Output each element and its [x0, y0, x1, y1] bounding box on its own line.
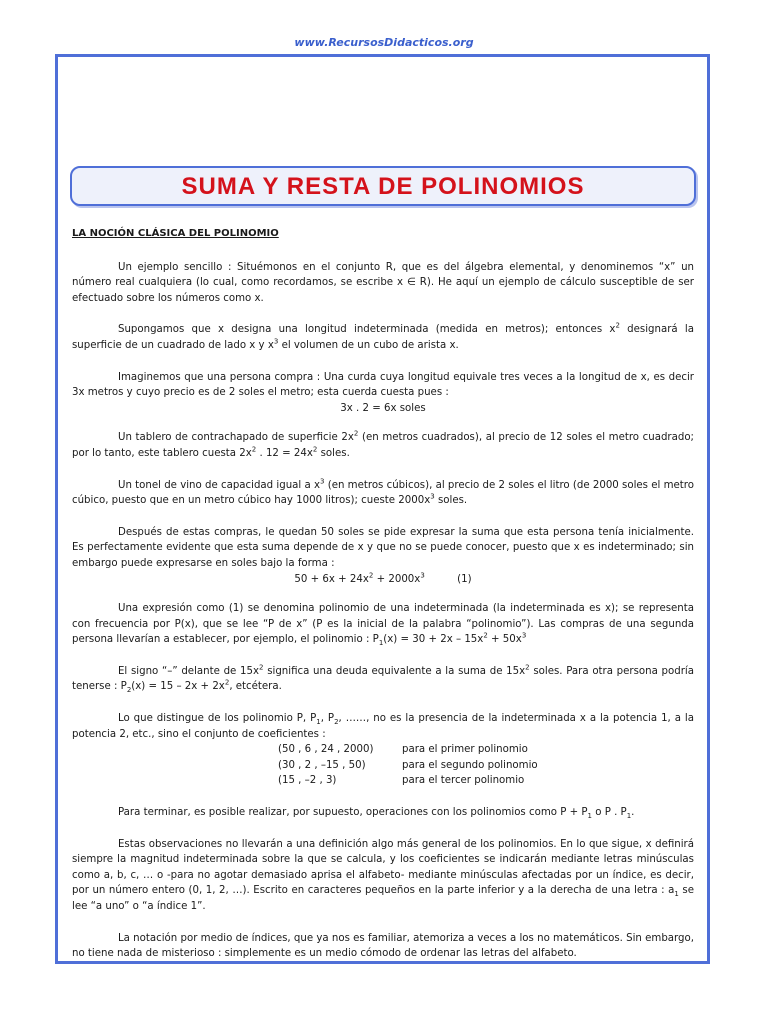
paragraph-4: Un tablero de contrachapado de superficie $2x^2$ (en metros cuadrados), al precio de 12 soles el metro cuadrado; por lo tanto, este tablero cuesta $2x^2$ . $12 = 24x^2$ soles.	[72, 429, 694, 459]
paragraph-3: Imaginemos que una persona compra : Una curda cuya longitud equivale tres veces a la longitud de x, es decir 3x metros y cuyo precio es de 2 soles el metro; esta cuerda cuesta pues :	[72, 371, 694, 399]
coefficient-label: para el segundo polinomio	[402, 759, 538, 771]
site-url[interactable]: www.RecursosDidacticos.org	[294, 36, 474, 49]
page-title: SUMA Y RESTA DE POLINOMIOS	[181, 173, 585, 200]
paragraph-7: Una expresión como (1) se denomina polinomio de una indeterminada (la indeterminada es x); se representa con frecuencia por P(x), que se lee “P de x” (P es la inicial de la palabra “polinomio”). Las compras de una segunda persona llevarían a establecer, por ejemplo, el polinomio : $P_1(x) = 30 + 2x - 15x^2 + 50x^3$	[72, 603, 694, 648]
coefficient-tuple: (50 , 6 , 24 , 2000)	[278, 744, 374, 756]
coefficient-row	[278, 758, 694, 774]
paragraph-12: La notación por medio de índices, que ya nos es familiar, atemoriza a veces a los no matemáticos. Sin embargo, no tiene nada de misterioso : simplemente es un medio cómodo de ordenar las letras del alfabeto.	[72, 932, 694, 960]
paragraph-2: Supongamos que x designa una longitud indeterminada (medida en metros); entonces $x^2$ designará la superficie de un cuadrado de lado x y $x^3$ el volumen de un cubo de arista x.	[72, 321, 694, 351]
coefficient-row	[278, 742, 694, 758]
formula-polynomial-1: $50 + 6x + 24x^2 + 2000x^3$ (1)	[294, 571, 472, 585]
coefficient-tuple: (30 , 2 , –15 , 50)	[278, 759, 366, 771]
paragraph-11: Estas observaciones no llevarán a una definición algo más general de los polinomios. En lo que sigue, x definirá siempre la magnitud indeterminada sobre la que se calcula, y los coeficientes se indicarán mediante letras minúsculas como a, b, c, … o -para no agotar demasiado aprisa el alfabeto- mediante minúsculas afectadas por un índice, es decir, por un número entero (0, 1, 2, …). Escrito en caracteres pequeños en la parte inferior y a la derecha de una letra : $a_1$ se lee “a uno” o “a índice 1”.	[72, 838, 694, 912]
paragraph-5: Un tonel de vino de capacidad igual a $x^3$ (en metros cúbicos), al precio de 2 soles el litro (de 2000 soles el metro cúbico, puesto que en un metro cúbico hay 1000 litros); cueste $2000x^3$ soles.	[72, 477, 694, 507]
paragraph-8: El signo “–” delante de $15x^2$ significa una deuda equivalente a la suma de $15x^2$ soles. Para otra persona podría tenerse : $P_2(x) = 15 - 2x + 2x^2$, etcétera.	[72, 663, 694, 695]
paragraph-6: Después de estas compras, le quedan 50 soles se pide expresar la suma que esta persona tenía inicialmente. Es perfectamente evidente que esta suma depende de x y que no se puede conocer, puesto que x es indeterminado; sin embargo puede expresarse en soles bajo la forma :	[72, 526, 694, 569]
coefficient-row	[278, 773, 694, 789]
paragraph-10: Para terminar, es posible realizar, por supuesto, operaciones con los polinomios como $P + P_1$ o P . $P_1$.	[118, 807, 635, 821]
paragraph-9: Lo que distingue de los polinomio P, $P_1$, $P_2$, ……, no es la presencia de la indeterminada x a la potencia 1, a la potencia 2, etc., sino el conjunto de coeficientes :	[72, 713, 694, 740]
formula-cost-rope: 3x . 2 = 6x soles	[340, 402, 426, 414]
coefficient-label: para el primer polinomio	[402, 744, 528, 756]
paragraph-1: Un ejemplo sencillo : Situémonos en el conjunto R, que es del álgebra elemental, y denominemos “x” un número real cualquiera (lo cual, como recordamos, se escribe x ∈ R). He aquí un ejemplo de cálculo susceptible de ser efectuado sobre los números como x.	[72, 261, 694, 304]
coefficient-label: para el tercer polinomio	[402, 775, 525, 787]
coefficient-list	[278, 742, 694, 789]
coefficient-tuple: (15 , –2 , 3)	[278, 775, 337, 787]
section-heading: LA NOCIÓN CLÁSICA DEL POLINOMIO	[72, 228, 279, 239]
document-body	[72, 226, 694, 978]
